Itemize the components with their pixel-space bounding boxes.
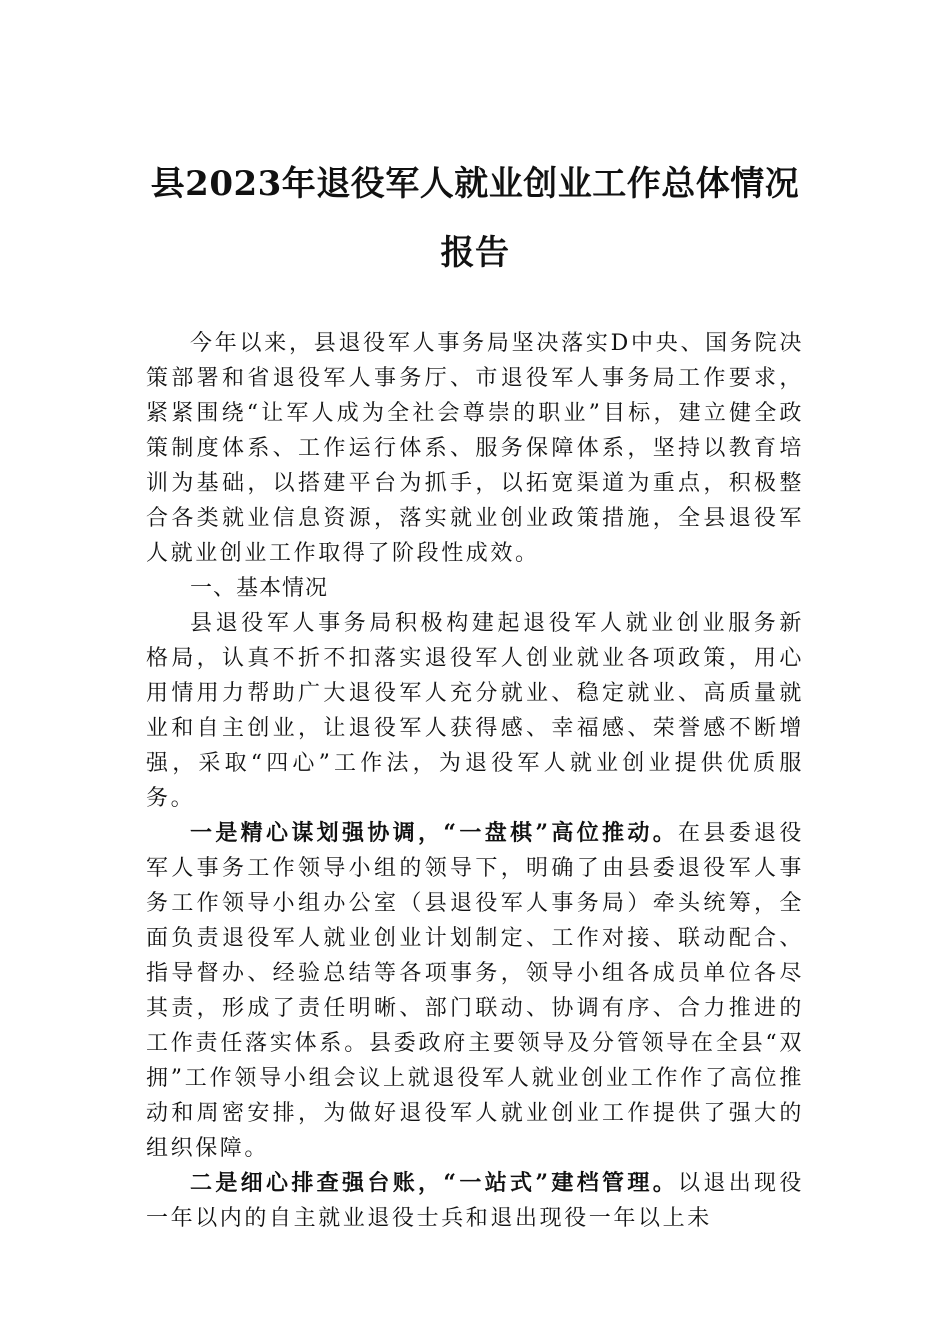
point-two-paragraph [146, 1166, 804, 1236]
paragraph-text: 以退出现役一年以内的自主就业退役士兵和退出现役一年以上未 [146, 1171, 804, 1231]
document-title-line-1: 县2023年退役军人就业创业工作总体情况 [150, 164, 800, 204]
paragraph-lead: 二是细心排查强台账，“一站式”建档管理。 [190, 1170, 679, 1196]
document-title-line-2: 报告 [440, 233, 510, 273]
paragraph-text: 今年以来，县退役军人事务局坚决落实D中央、国务院决策部署和省退役军人事务厅、市退役军人事务局工作要求，紧紧围绕“让军人成为全社会尊崇的职业”目标，建立健全政策制度体系、工作运行体系、服务保障体系，坚持以教育培训为基础，以搭建平台为抓手，以拓宽渠道为重点，积极整合各类就业信息资源，落实就业创业政策措施，全县退役军人就业创业工作取得了阶段性成效。 [146, 331, 804, 566]
section-heading-basic-situation: 一、基本情况 [190, 576, 329, 601]
paragraph-text: 在县委退役军人事务工作领导小组的领导下，明确了由县委退役军人事务工作领导小组办公室（县退役军人事务局）牵头统筹，全面负责退役军人就业创业计划制定、工作对接、联动配合、指导督办、经验总结等各项事务，领导小组各成员单位各尽其责，形成了责任明晰、部门联动、协调有序、合力推进的工作责任落实体系。县委政府主要领导及分管领导在全县“双拥”工作领导小组会议上就退役军人就业创业工作作了高位推动和周密安排，为做好退役军人就业创业工作提供了强大的组织保障。 [146, 821, 804, 1161]
paragraph-text: 县退役军人事务局积极构建起退役军人就业创业服务新格局，认真不折不扣落实退役军人创业就业各项政策，用心用情用力帮助广大退役军人充分就业、稳定就业、高质量就业和自主创业，让退役军人获得感、幸福感、荣誉感不断增强，采取“四心”工作法，为退役军人就业创业提供优质服务。 [146, 611, 804, 811]
intro-paragraph [146, 326, 804, 571]
document-body [146, 326, 804, 1236]
paragraph-lead: 一是精心谋划强协调，“一盘棋”高位推动。 [190, 820, 679, 846]
point-one-paragraph [146, 816, 804, 1166]
basic-situation-paragraph [146, 606, 804, 816]
